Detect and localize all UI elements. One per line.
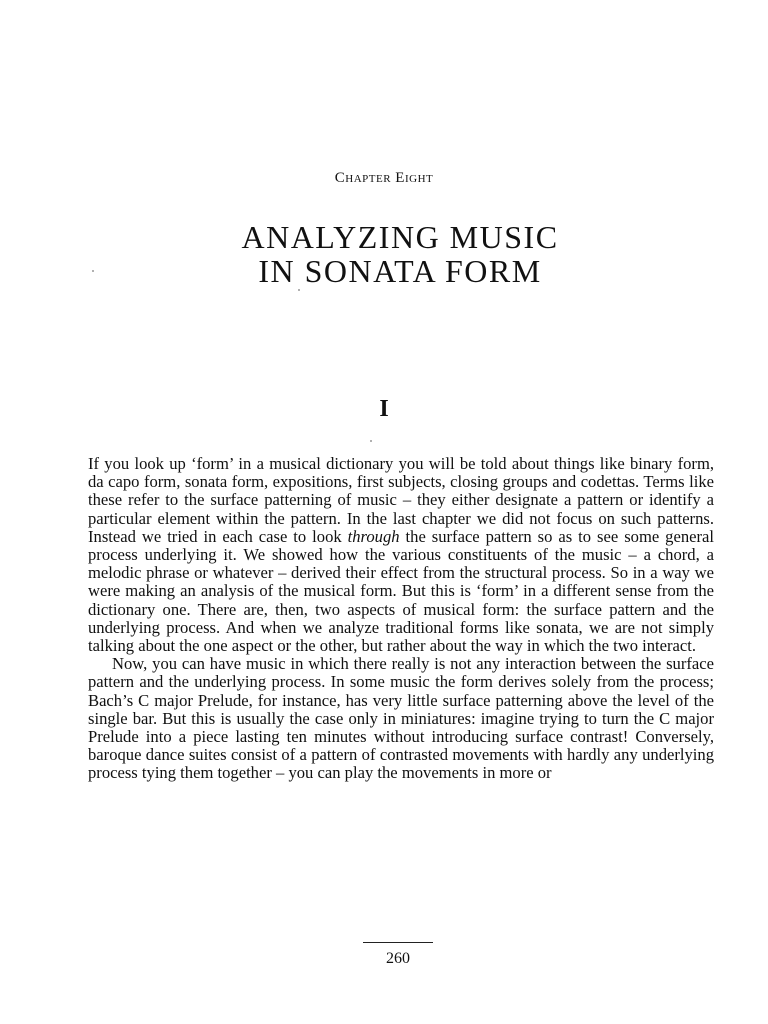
scan-speck [298,289,300,291]
body-text [88,455,714,783]
chapter-label: Chapter Eight [334,170,434,186]
chapter-title [0,220,768,288]
section-numeral: I [379,396,389,422]
scan-speck [370,440,372,442]
chapter-title-line-1: ANALYZING MUSIC [241,219,559,255]
paragraph-1 [88,455,714,655]
scan-speck [92,270,94,272]
footer-rule [363,942,433,943]
paragraph-1-emphasis: through [347,526,400,546]
chapter-title-line-2: IN SONATA FORM [258,253,542,289]
paragraph-1-text-b: the surface pattern so as to see some general process underlying it. We showed how the various constituents of the music – a chord, a melodic phrase or whatever – derived their effect from the structural process. So in a way we were making an analysis of the musical form. But this is ‘form’ in a different sense from the dictionary one. There are, then, two aspects of musical form: the surface pattern and the underlying process. And when we analyze traditional forms like sonata, we are not simply talking about the one aspect or the other, but rather about the way in which the two interact. [88,526,715,656]
page-number: 260 [386,950,410,967]
paragraph-1-text-a: If you look up ‘form’ in a musical dictionary you will be told about things like binary form, da capo form, sonata form, expositions, first subjects, closing groups and codettas. Terms like these refer to the surface patterning of music – they either designate a pattern or identify a particular element within the pattern. In the last chapter we did not focus on such patterns. Instead we tried in each case to look [88,454,714,546]
paragraph-2: Now, you can have music in which there really is not any interaction between the surface pattern and the underlying process. In some music the form derives solely from the process; Bach’s C major Prelude, for instance, has very little surface patterning above the level of the single bar. But this is usually the case only in miniatures: imagine trying to turn the C major Prelude into a piece lasting ten minutes without introducing surface contrast! Conversely, baroque dance suites consist of a pattern of contrasted movements with hardly any underlying process tying them together – you can play the movements in more or [88,654,714,783]
